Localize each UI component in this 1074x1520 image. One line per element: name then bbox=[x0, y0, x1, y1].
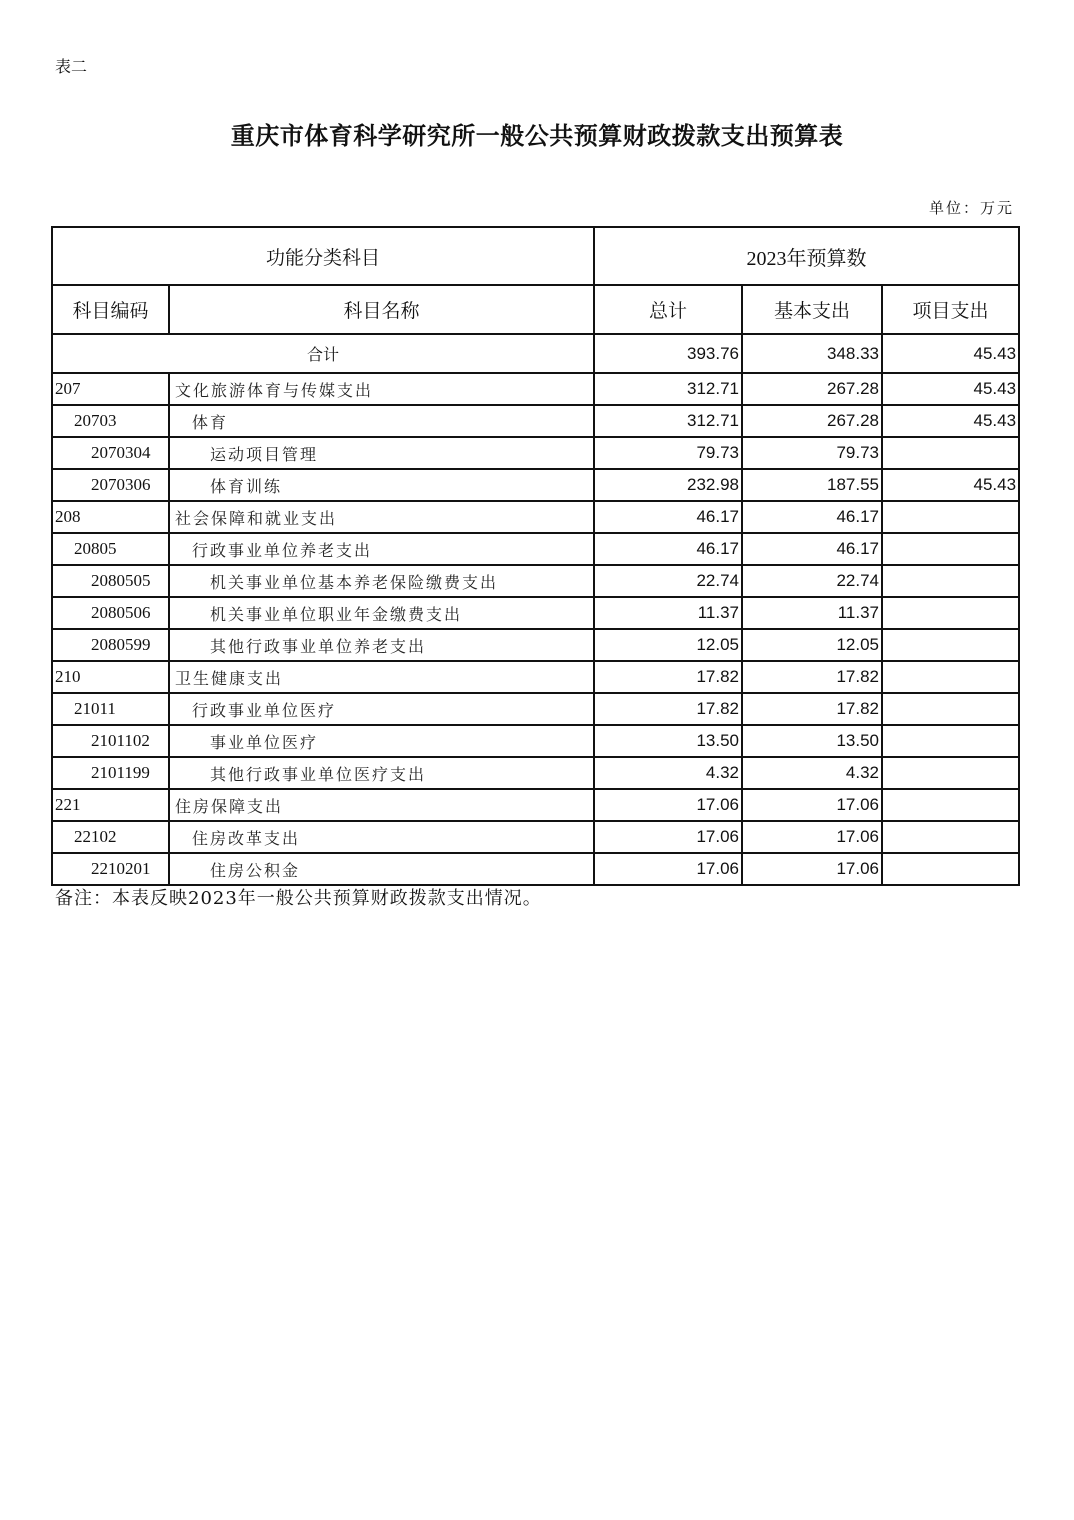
row-name: 住房保障支出 bbox=[169, 789, 594, 821]
row-project bbox=[882, 789, 1019, 821]
row-code: 2210201 bbox=[52, 853, 169, 885]
row-code: 20805 bbox=[52, 533, 169, 565]
row-code: 207 bbox=[52, 373, 169, 405]
row-project bbox=[882, 661, 1019, 693]
row-code: 2101199 bbox=[52, 757, 169, 789]
row-name: 住房改革支出 bbox=[169, 821, 594, 853]
row-code: 2080506 bbox=[52, 597, 169, 629]
row-basic: 267.28 bbox=[742, 373, 882, 405]
total-row bbox=[52, 334, 1019, 373]
table-row bbox=[52, 693, 1019, 725]
row-basic: 267.28 bbox=[742, 405, 882, 437]
table-row bbox=[52, 405, 1019, 437]
row-total: 312.71 bbox=[594, 373, 742, 405]
row-project bbox=[882, 437, 1019, 469]
row-name: 体育 bbox=[169, 405, 594, 437]
row-basic: 11.37 bbox=[742, 597, 882, 629]
row-code: 21011 bbox=[52, 693, 169, 725]
total-project: 45.43 bbox=[882, 334, 1019, 373]
row-name: 机关事业单位职业年金缴费支出 bbox=[169, 597, 594, 629]
row-basic: 12.05 bbox=[742, 629, 882, 661]
row-basic: 46.17 bbox=[742, 501, 882, 533]
row-project bbox=[882, 821, 1019, 853]
row-total: 46.17 bbox=[594, 533, 742, 565]
row-basic: 17.82 bbox=[742, 693, 882, 725]
row-project bbox=[882, 629, 1019, 661]
table-row bbox=[52, 821, 1019, 853]
row-basic: 79.73 bbox=[742, 437, 882, 469]
row-name: 其他行政事业单位医疗支出 bbox=[169, 757, 594, 789]
row-basic: 17.06 bbox=[742, 821, 882, 853]
row-project: 45.43 bbox=[882, 373, 1019, 405]
row-name: 体育训练 bbox=[169, 469, 594, 501]
row-code: 208 bbox=[52, 501, 169, 533]
header-functional-category: 功能分类科目 bbox=[52, 227, 594, 285]
header-column-row bbox=[52, 285, 1019, 334]
row-name: 事业单位医疗 bbox=[169, 725, 594, 757]
row-code: 2080505 bbox=[52, 565, 169, 597]
table-row bbox=[52, 501, 1019, 533]
table-row bbox=[52, 661, 1019, 693]
row-total: 17.82 bbox=[594, 661, 742, 693]
row-code: 221 bbox=[52, 789, 169, 821]
row-total: 46.17 bbox=[594, 501, 742, 533]
row-code: 20703 bbox=[52, 405, 169, 437]
table-label: 表二 bbox=[55, 57, 88, 76]
table-row bbox=[52, 373, 1019, 405]
total-label: 合计 bbox=[52, 334, 594, 373]
row-total: 13.50 bbox=[594, 725, 742, 757]
table-row bbox=[52, 533, 1019, 565]
row-name: 行政事业单位医疗 bbox=[169, 693, 594, 725]
row-basic: 187.55 bbox=[742, 469, 882, 501]
row-total: 312.71 bbox=[594, 405, 742, 437]
column-header-project: 项目支出 bbox=[882, 285, 1019, 334]
row-name: 住房公积金 bbox=[169, 853, 594, 885]
table-row bbox=[52, 469, 1019, 501]
total-total: 393.76 bbox=[594, 334, 742, 373]
footnote: 备注：本表反映2023年一般公共预算财政拨款支出情况。 bbox=[55, 888, 542, 909]
row-project bbox=[882, 501, 1019, 533]
table-row bbox=[52, 597, 1019, 629]
row-project bbox=[882, 757, 1019, 789]
table-row bbox=[52, 789, 1019, 821]
row-code: 2101102 bbox=[52, 725, 169, 757]
row-name: 机关事业单位基本养老保险缴费支出 bbox=[169, 565, 594, 597]
row-total: 17.06 bbox=[594, 853, 742, 885]
unit-label: 单位：万元 bbox=[928, 199, 1014, 217]
row-name: 行政事业单位养老支出 bbox=[169, 533, 594, 565]
table-row bbox=[52, 565, 1019, 597]
row-total: 17.82 bbox=[594, 693, 742, 725]
row-total: 79.73 bbox=[594, 437, 742, 469]
table-row bbox=[52, 437, 1019, 469]
row-basic: 17.06 bbox=[742, 789, 882, 821]
row-total: 11.37 bbox=[594, 597, 742, 629]
row-name: 卫生健康支出 bbox=[169, 661, 594, 693]
row-project: 45.43 bbox=[882, 469, 1019, 501]
column-header-name: 科目名称 bbox=[169, 285, 594, 334]
column-header-code: 科目编码 bbox=[52, 285, 169, 334]
row-name: 运动项目管理 bbox=[169, 437, 594, 469]
row-total: 22.74 bbox=[594, 565, 742, 597]
row-basic: 17.06 bbox=[742, 853, 882, 885]
row-total: 232.98 bbox=[594, 469, 742, 501]
row-project: 45.43 bbox=[882, 405, 1019, 437]
row-code: 22102 bbox=[52, 821, 169, 853]
row-total: 12.05 bbox=[594, 629, 742, 661]
table-row bbox=[52, 757, 1019, 789]
row-project bbox=[882, 565, 1019, 597]
row-name: 文化旅游体育与传媒支出 bbox=[169, 373, 594, 405]
row-code: 2080599 bbox=[52, 629, 169, 661]
row-project bbox=[882, 853, 1019, 885]
header-budget-year: 2023年预算数 bbox=[594, 227, 1019, 285]
row-code: 2070306 bbox=[52, 469, 169, 501]
row-name: 社会保障和就业支出 bbox=[169, 501, 594, 533]
table-row bbox=[52, 629, 1019, 661]
row-project bbox=[882, 725, 1019, 757]
row-project bbox=[882, 597, 1019, 629]
row-project bbox=[882, 693, 1019, 725]
row-code: 210 bbox=[52, 661, 169, 693]
column-header-basic: 基本支出 bbox=[742, 285, 882, 334]
row-total: 17.06 bbox=[594, 789, 742, 821]
row-basic: 46.17 bbox=[742, 533, 882, 565]
row-name: 其他行政事业单位养老支出 bbox=[169, 629, 594, 661]
row-code: 2070304 bbox=[52, 437, 169, 469]
row-project bbox=[882, 533, 1019, 565]
row-basic: 17.82 bbox=[742, 661, 882, 693]
row-basic: 4.32 bbox=[742, 757, 882, 789]
header-group-row bbox=[52, 227, 1019, 285]
page-title: 重庆市体育科学研究所一般公共预算财政拨款支出预算表 bbox=[230, 121, 844, 150]
row-basic: 22.74 bbox=[742, 565, 882, 597]
row-total: 4.32 bbox=[594, 757, 742, 789]
budget-table bbox=[51, 226, 1020, 886]
row-basic: 13.50 bbox=[742, 725, 882, 757]
column-header-total: 总计 bbox=[594, 285, 742, 334]
table-row bbox=[52, 853, 1019, 885]
row-total: 17.06 bbox=[594, 821, 742, 853]
table-row bbox=[52, 725, 1019, 757]
total-basic: 348.33 bbox=[742, 334, 882, 373]
